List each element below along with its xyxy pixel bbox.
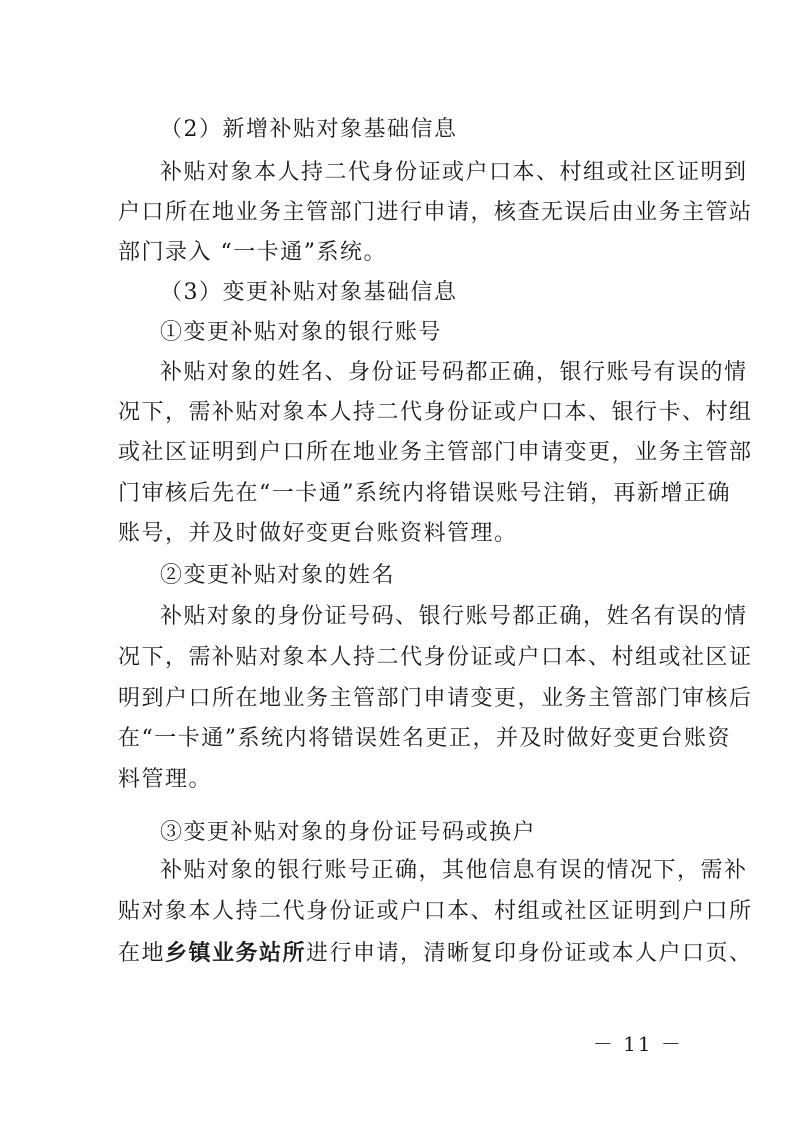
paragraph-line: 贴对象本人持二代身份证或户口本、村组或社区证明到户口所 xyxy=(118,899,753,924)
paragraph-line: 或社区证明到户口所在地业务主管部门申请变更，业务主管部 xyxy=(118,440,753,465)
paragraph-line: 在“一卡通”系统内将错误姓名更正，并及时做好变更台账资 xyxy=(118,726,731,751)
paragraph-line: 补贴对象的身份证号码、银行账号都正确，姓名有误的情 xyxy=(160,604,748,629)
text-prefix: 在地 xyxy=(118,941,166,966)
paragraph-line: 明到户口所在地业务主管部门申请变更，业务主管部门审核后 xyxy=(118,686,753,711)
text-suffix: 进行申请，清晰复印身份证或本人户口页、 xyxy=(306,941,753,966)
subsection-heading-3: ③变更补贴对象的身份证号码或换户 xyxy=(160,820,537,845)
page-number: － 11 － xyxy=(592,1032,683,1056)
paragraph-line: 部门录入 “一卡通”系统。 xyxy=(118,240,387,265)
section-heading-2: （2）新增补贴对象基础信息 xyxy=(160,117,458,142)
subsection-heading-2: ②变更补贴对象的姓名 xyxy=(160,563,396,588)
subsection-heading-1: ①变更补贴对象的银行账号 xyxy=(160,320,443,345)
paragraph-line: 补贴对象的姓名、身份证号码都正确，银行账号有误的情 xyxy=(160,360,748,385)
paragraph-line: 补贴对象本人持二代身份证或户口本、村组或社区证明到 xyxy=(160,160,748,185)
paragraph-line: 况下，需补贴对象本人持二代身份证或户口本、村组或社区证 xyxy=(118,645,753,670)
emphasized-text: 乡镇业务站所 xyxy=(165,940,307,966)
paragraph-line: 料管理。 xyxy=(118,767,213,792)
paragraph-line: 账号，并及时做好变更台账资料管理。 xyxy=(118,521,518,546)
paragraph-line: 补贴对象的银行账号正确，其他信息有误的情况下，需补 xyxy=(160,858,748,883)
section-heading-3: （3）变更补贴对象基础信息 xyxy=(160,280,458,305)
paragraph-line-last xyxy=(118,940,753,967)
paragraph-line: 况下，需补贴对象本人持二代身份证或户口本、银行卡、村组 xyxy=(118,400,753,425)
paragraph-line: 门审核后先在“一卡通”系统内将错误账号注销，再新增正确 xyxy=(118,481,731,506)
paragraph-line: 户口所在地业务主管部门进行申请，核查无误后由业务主管站 xyxy=(118,200,753,225)
